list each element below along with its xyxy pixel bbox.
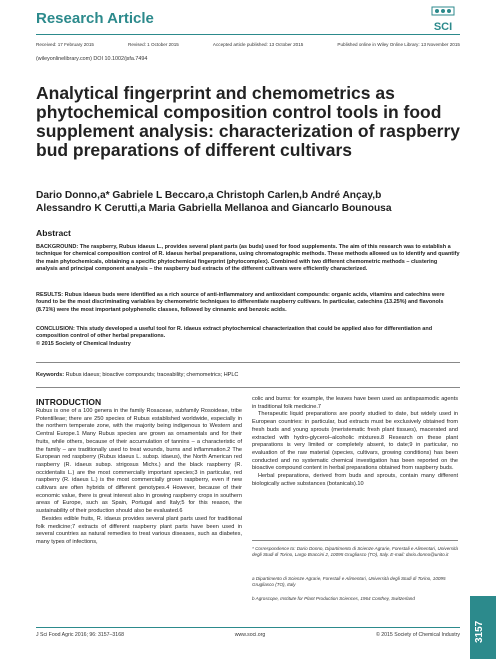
accepted-date: Accepted article published: 13 October 2015 [212, 42, 304, 47]
keywords-rule-bottom [36, 387, 460, 388]
intro-paragraph-4: Therapeutic liquid preparations are poorly studied to date, but widely used in European countries: in particular, bud extracts must be exclusively obtained from fresh buds and young sprouts (meristematic fresh plant tissues), macerated and extracted with hydro-glycerol–alcoholic mixtures.8 Research on these plant preparations is very limited or completely absent, to date;9 in particular, no evaluation of the raw material (species, cultivars, growing conditions) has been conducted and no systematic chemical investigation has been reported on the bioactive compound content in herbal preparations obtained from raspberry buds. [252, 411, 458, 472]
abstract-copyright: © 2015 Society of Chemical Industry [36, 340, 131, 347]
published-date: Published online in Wiley Online Library: 13 November 2015 [337, 42, 460, 47]
abstract-conclusion: CONCLUSION: This study developed a useful tool for R. idaeus extract phytochemical characterization that could be applied also for differentiation and composition control of other herbal preparations. © 2015 Society of Chemical Industry [36, 326, 460, 348]
page-number-tab [470, 596, 496, 659]
footer-rule [36, 627, 460, 628]
footnote-affiliation-b: b Agroscope, Institute for Plant Production Sciences, 1964 Conthey, Switzerland [252, 596, 415, 601]
intro-paragraph-5: Herbal preparations, derived from buds and sprouts, contain many different biologically active substances (botanicals).10 [252, 473, 458, 487]
abstract-heading: Abstract [36, 228, 71, 238]
authors-line-1: Dario Donno,a* Gabriele L Beccaro,a Christoph Carlen,b André Ançay,b [36, 190, 382, 201]
author-list [36, 190, 466, 215]
intro-paragraph-2: Besides edible fruits, R. idaeus provides several plant parts used for traditional folk medicine;7 extracts of different raspberry plant parts have been used in several countries as natural remedies to treat various diseases, such as diabetes, many types of infections, [36, 515, 242, 545]
abstract-results: RESULTS: Rubus idaeus buds were identified as a rich source of anti-inflammatory and antioxidant compounds: organic acids, vitamins and catechins were found to be the most discriminating variables by chemometric techniques to differentiate raspberry cultivars. In particular, catechins (13.25%) and flavonols (8.71%) were the most important polyphenolic classes, followed by cinnamic and benzoic acids. [36, 292, 445, 313]
intro-paragraph-3: colic and burns: for example, the leaves have been used as antispasmodic agents in traditional folk medicine.7 [252, 396, 458, 410]
date-line [36, 42, 460, 47]
doi-line: (wileyonlinelibrary.com) DOI 10.1002/jsfa.7494 [36, 56, 148, 62]
footnote-rule [252, 540, 458, 541]
received-date: Received: 17 February 2015 [36, 42, 94, 47]
abstract-background: BACKGROUND: The raspberry, Rubus idaeus L., provides several plant parts (as buds) used for food supplements. The aim of this research was to establish a technique for chemical composition control of R. idaeus herbal preparations, using chromatographic methods. These methods allowed us to identify and quantify the main phytochemicals, obtaining a specific phytochemical fingerprint (phytocomplex). Combined with two different chemometric methods – clustering analysis and principal component analysis – the raspberry bud extracts of the different cultivars were efficiently characterized. [36, 244, 460, 272]
journal-site: www.soci.org [234, 632, 266, 638]
revised-date: Revised: 1 October 2015 [128, 42, 179, 47]
keywords-rule-top [36, 362, 460, 363]
page-footer [36, 632, 460, 638]
intro-right-column [252, 396, 458, 488]
intro-left-column [36, 408, 242, 547]
keywords: Keywords: Rubus idaeus; bioactive compounds; traceability; chemometrics; HPLC [36, 372, 239, 378]
article-type-label: Research Article [36, 10, 154, 27]
introduction-heading: INTRODUCTION [36, 397, 102, 407]
footnote-correspondence: * Correspondence to: Dario Donno, Dipartimento di Scienze Agrarie, Forestali e Alimentari, Università degli Studi di Torino, Largo Braccini 2, 10095 Grugliasco (TO), Italy. E-mail: dario.donno@unito.it [252, 546, 458, 558]
footer-copyright: © 2015 Society of Chemical Industry [376, 632, 460, 638]
journal-citation: J Sci Food Agric 2016; 96: 3157–3168 [36, 632, 124, 638]
intro-paragraph-1: Rubus is one of a 100 genera in the family Rosaceae, subfamily Rosoideae, tribe Potentilleae; there are 250 species of Rubus established worldwide, especially in the northern temperate zone, with the majority being indigenous to Western and Central Europe.1 Many Rubus species are grown as ornamentals and for their fruits, while others, because of their accumulation of tannins – a characteristic of the family – are traditionally used to treat wounds, burns and inflammation.2 The European red raspberry (Rubus idaeus L. subsp. idaeus), the North American red raspberry (R. idaeus subsp. strigosus Michx.) and the black raspberry (R. occidentalis L.) are the most commercially important species;3 in particular, red raspberry (R. idaeus L.) is the most commercially grown raspberry, even if new cultivars are often hybrids of different genotypes.4 However, because of their economic value, there is great interest also in growing raspberry crops in southern areas of Europe, such as Spain, Portugal and Italy;5 for this reason, the sustainability of their production should also be evaluated.6 [36, 408, 242, 515]
logo-text: SCI [433, 21, 453, 33]
article-title: Analytical fingerprint and chemometrics as phytochemical composition control tools in food supplement analysis: characterization of raspberry bud preparations of different cultivars [36, 83, 461, 160]
page-number: 3157 [474, 620, 485, 643]
authors-line-2: Alessandro K Cerutti,a Maria Gabriella Mellanoa and Giancarlo Bounousa [36, 202, 392, 214]
sci-logo [426, 5, 460, 33]
footnote-affiliation-a: a Dipartimento di Scienze Agrarie, Forestali e Alimentari, Università degli Studi di Torino, 10095 Grugliasco (TO), Italy [252, 576, 446, 588]
header-rule [36, 34, 460, 35]
